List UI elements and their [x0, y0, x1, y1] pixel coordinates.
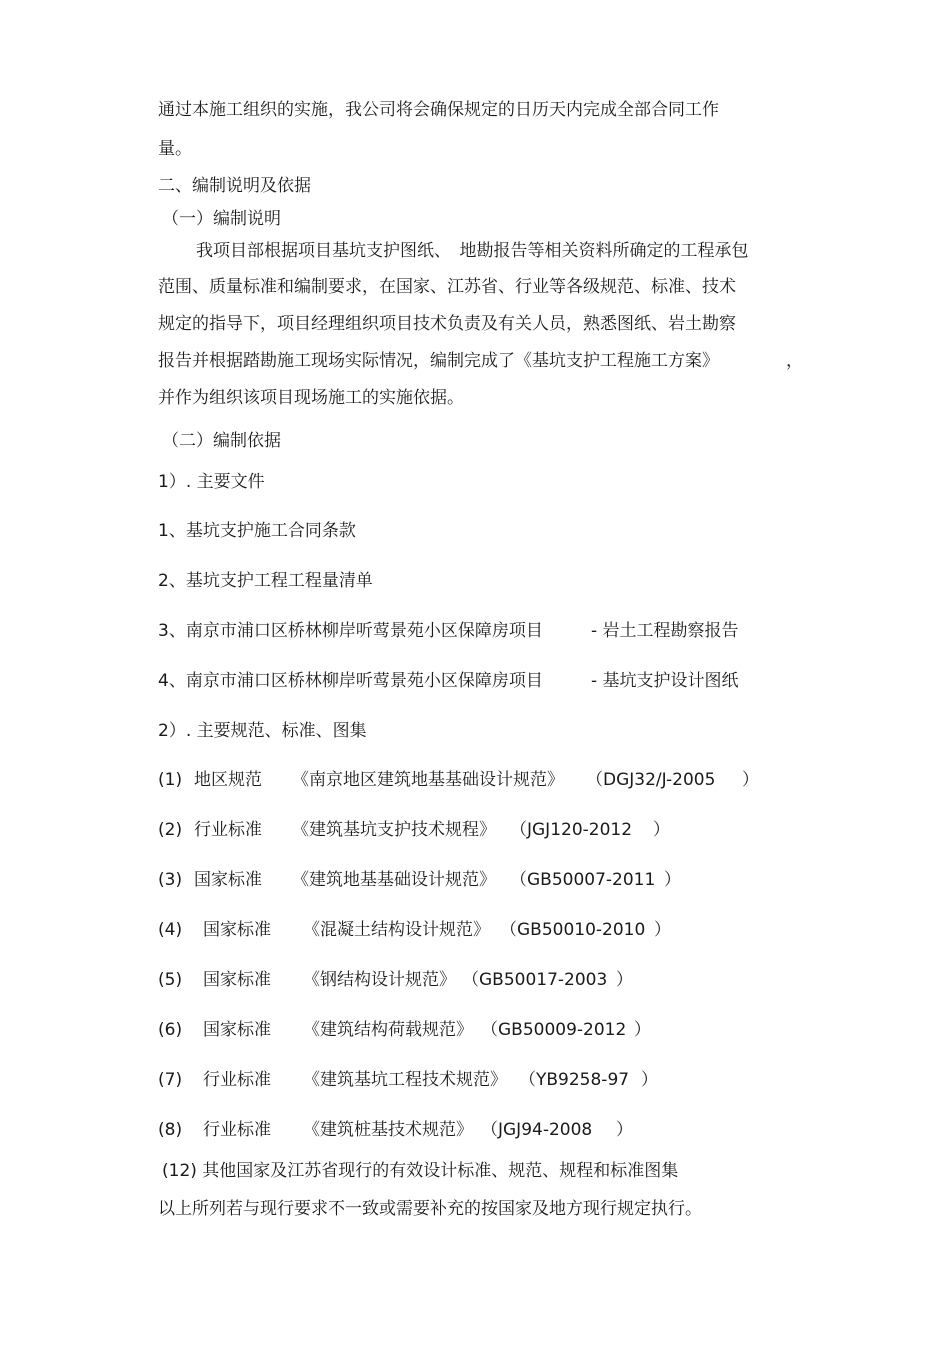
standard-num: (4) — [158, 920, 183, 940]
paragraph-line-2: 范围、质量标准和编制要求，在国家、江苏省、行业等各级规范、标准、技术 — [158, 277, 736, 297]
standard-level: 行业标准 — [203, 1120, 271, 1140]
standard-level: 国家标准 — [203, 970, 271, 990]
standard-name: 《南京地区建筑地基基础设计规范》 — [292, 770, 564, 790]
standard-name: 《建筑基坑支护技术规程》 — [292, 820, 496, 840]
standard-level: 地区规范 — [194, 770, 262, 790]
intro-line-2: 量。 — [158, 139, 192, 159]
doc-item-3-suffix: - 岩土工程勘察报告 — [591, 621, 739, 641]
paragraph-line-3: 规定的指导下，项目经理组织项目技术负责及有关人员，熟悉图纸、岩土勘察 — [158, 314, 736, 334]
docs-title: 1）. 主要文件 — [158, 472, 265, 492]
intro-line-1: 通过本施工组织的实施，我公司将会确保规定的日历天内完成全部合同工作 — [158, 100, 719, 120]
standard-close: ） — [634, 1020, 651, 1040]
standard-level: 行业标准 — [203, 1070, 271, 1090]
doc-item-4: 4、南京市浦口区桥林柳岸听莺景苑小区保障房项目 — [158, 671, 543, 691]
standard-close: ） — [616, 1120, 633, 1140]
standard-num: (7) — [158, 1070, 183, 1090]
doc-item-4-suffix: - 基坑支护设计图纸 — [591, 671, 739, 691]
standard-code: （GB50010-2010 — [500, 920, 646, 940]
other-standards-line: (12) 其他国家及江苏省现行的有效设计标准、规范、规程和标准图集 — [162, 1161, 679, 1181]
subsection-title-explanation: （一）编制说明 — [162, 209, 281, 229]
standard-num: (5) — [158, 970, 183, 990]
standard-close: ） — [641, 1070, 658, 1090]
doc-item-2: 2、基坑支护工程工程量清单 — [158, 571, 373, 591]
standard-num: (8) — [158, 1120, 183, 1140]
standard-code: （GB50007-2011 — [510, 870, 656, 890]
standard-name: 《建筑地基基础设计规范》 — [292, 870, 496, 890]
standard-level: 行业标准 — [194, 820, 262, 840]
standard-num: (2) — [158, 820, 183, 840]
standard-level: 国家标准 — [203, 1020, 271, 1040]
standard-code: （DGJ32/J-2005 — [586, 770, 716, 790]
subsection-title-basis: （二）编制依据 — [162, 431, 281, 451]
standard-name: 《混凝土结构设计规范》 — [303, 920, 490, 940]
standard-level: 国家标准 — [194, 870, 262, 890]
closing-line: 以上所列若与现行要求不一致或需要补充的按国家及地方现行规定执行。 — [158, 1199, 702, 1219]
standard-code: （YB9258-97 — [519, 1070, 630, 1090]
doc-item-3: 3、南京市浦口区桥林柳岸听莺景苑小区保障房项目 — [158, 621, 543, 641]
standards-title: 2）. 主要规范、标准、图集 — [158, 721, 367, 741]
paragraph-line-1: 我项目部根据项目基坑支护图纸、 地勘报告等相关资料所确定的工程承包 — [196, 241, 749, 261]
standard-name: 《建筑桩基技术规范》 — [303, 1120, 473, 1140]
standard-code: （JGJ120-2012 — [510, 820, 633, 840]
standard-name: 《建筑基坑工程技术规范》 — [303, 1070, 507, 1090]
standard-close: ） — [742, 770, 759, 790]
standard-name: 《钢结构设计规范》 — [303, 970, 456, 990]
standard-code: （JGJ94-2008 — [481, 1120, 593, 1140]
standard-code: （GB50009-2012 — [481, 1020, 627, 1040]
standard-num: (3) — [158, 870, 183, 890]
standard-code: （GB50017-2003 — [462, 970, 608, 990]
standard-name: 《建筑结构荷载规范》 — [303, 1020, 473, 1040]
standard-close: ） — [653, 820, 670, 840]
standard-close: ） — [616, 970, 633, 990]
standard-num: (6) — [158, 1020, 183, 1040]
paragraph-comma: ， — [786, 351, 803, 371]
standard-num: (1) — [158, 770, 183, 790]
doc-item-1: 1、基坑支护施工合同条款 — [158, 521, 356, 541]
standard-close: ） — [654, 920, 671, 940]
paragraph-line-4: 报告并根据踏勘施工现场实际情况，编制完成了《基坑支护工程施工方案》 — [158, 351, 719, 371]
section-title: 二、编制说明及依据 — [158, 176, 311, 196]
standard-level: 国家标准 — [203, 920, 271, 940]
paragraph-line-5: 并作为组织该项目现场施工的实施依据。 — [158, 388, 464, 408]
standard-close: ） — [664, 870, 681, 890]
